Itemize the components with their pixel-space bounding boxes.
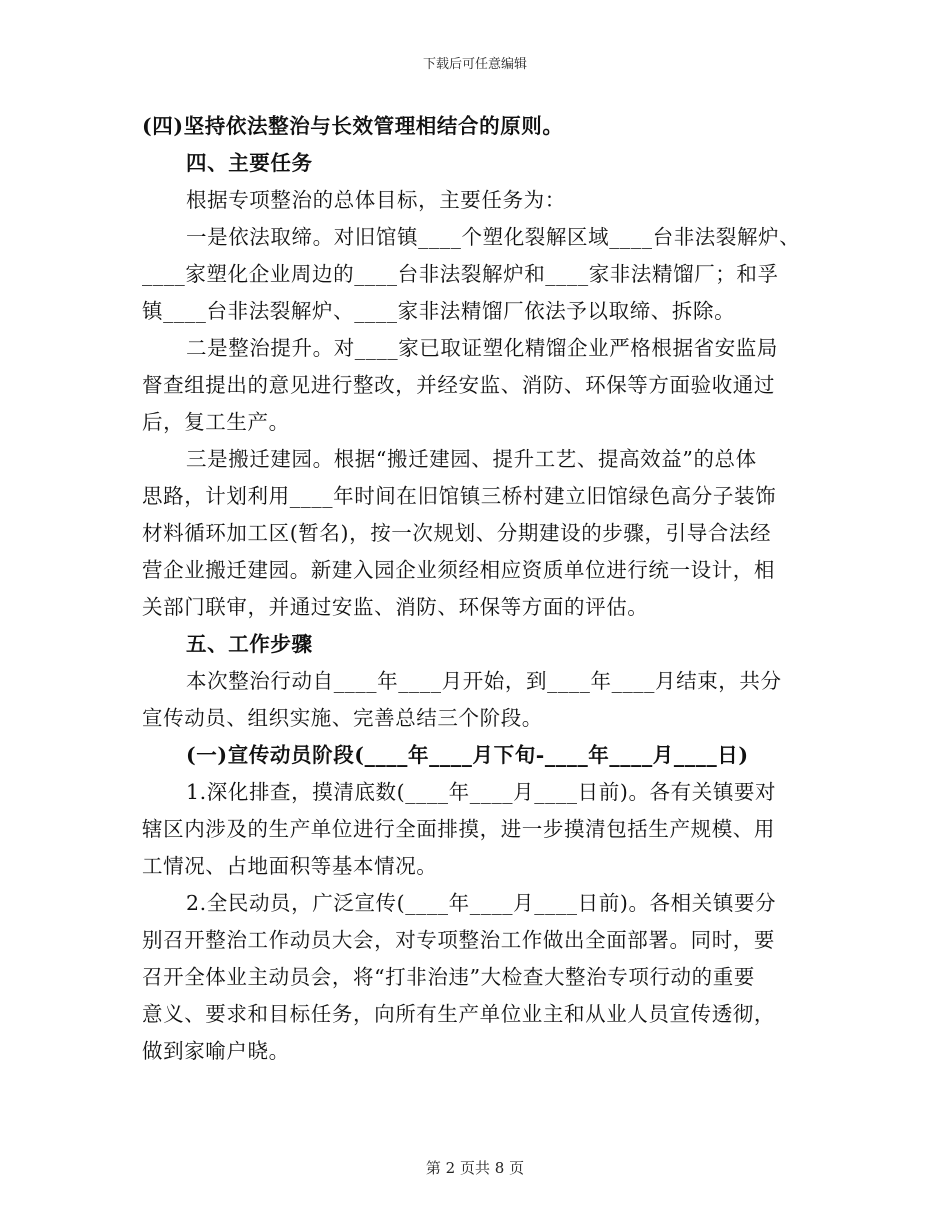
document-body (142, 108, 810, 1070)
paragraph-line: 后，复工生产。 (142, 410, 290, 434)
paragraph-line: 本次整治行动自____年____月开始，到____年____月结束，共分 (186, 669, 782, 693)
paragraph-line: 二是整治提升。对____家已取证塑化精馏企业严格根据省安监局 (186, 336, 778, 360)
paragraph-line: 别召开整治工作动员大会，对专项整治工作做出全面部署。同时，要 (142, 928, 775, 952)
paragraph-line: 三是搬迁建园。根据“搬迁建园、提升工艺、提高效益”的总体 (186, 447, 757, 471)
paragraph-line: 召开全体业主动员会，将“打非治违”大检查大整治专项行动的重要 (142, 965, 755, 989)
section-heading-main-tasks: 四、主要任务 (186, 151, 313, 175)
paragraph-line: 辖区内涉及的生产单位进行全面排摸，进一步摸清包括生产规模、用 (142, 817, 775, 841)
page-footer: 第 2 页共 8 页 (425, 1159, 525, 1177)
paragraph-line: ____家塑化企业周边的____台非法裂解炉和____家非法精馏厂；和孚 (142, 262, 779, 286)
paragraph-line: 1.深化排查，摸清底数(____年____月____日前)。各有关镇要对 (186, 780, 777, 804)
paragraph-line: 材料循环加工区(暂名)，按一次规划、分期建设的步骤，引导合法经 (142, 521, 772, 545)
paragraph-line: 关部门联审，并通过安监、消防、环保等方面的评估。 (142, 595, 649, 619)
paragraph-line: 督查组提出的意见进行整改，并经安监、消防、环保等方面验收通过 (142, 373, 775, 397)
paragraph-line: 2.全民动员，广泛宣传(____年____月____日前)。各相关镇要分 (186, 891, 777, 915)
paragraph-line: 意义、要求和目标任务，向所有生产单位业主和从业人员宣传透彻， (142, 1002, 775, 1026)
paragraph-line: 根据专项整治的总体目标，主要任务为： (186, 188, 566, 212)
paragraph-line: 一是依法取缔。对旧馆镇____个塑化裂解区域____台非法裂解炉、 (186, 225, 801, 249)
page-header: 下载后可任意编辑 (422, 57, 527, 72)
section-heading-work-steps: 五、工作步骤 (186, 632, 313, 656)
paragraph-line: 镇____台非法裂解炉、____家非法精馏厂依法予以取缔、拆除。 (142, 299, 736, 323)
paragraph-line: 营企业搬迁建园。新建入园企业须经相应资质单位进行统一设计，相 (142, 558, 775, 582)
paragraph-line: 宣传动员、组织实施、完善总结三个阶段。 (142, 706, 543, 730)
principle-heading: (四)坚持依法整治与长效管理相结合的原则。 (142, 114, 564, 138)
paragraph-line: 工情况、占地面积等基本情况。 (142, 854, 438, 878)
phase-heading: (一)宣传动员阶段(____年____月下旬-____年____月____日) (186, 743, 749, 767)
paragraph-line: 思路，计划利用____年时间在旧馆镇三桥村建立旧馆绿色高分子装饰 (142, 484, 777, 508)
paragraph-line: 做到家喻户晓。 (142, 1039, 290, 1063)
